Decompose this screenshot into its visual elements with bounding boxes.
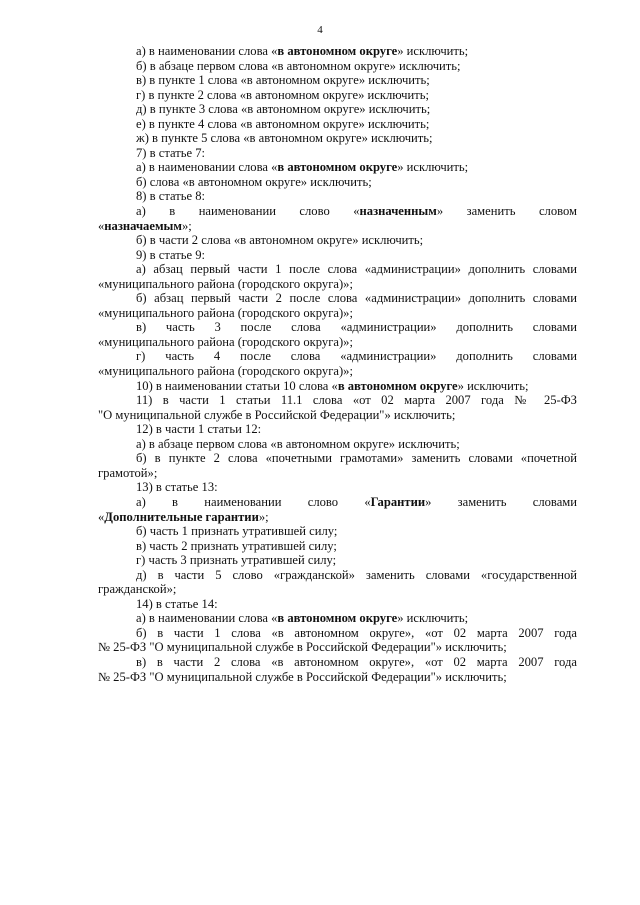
- paragraph-continuation: [98, 335, 577, 350]
- text-segment: «муниципального района (городского округа)»;: [98, 305, 353, 320]
- text-segment: а) в наименовании слово «: [136, 204, 360, 219]
- paragraph-line: [98, 189, 577, 204]
- text-segment: »;: [258, 509, 269, 524]
- text-segment: «: [98, 218, 105, 233]
- paragraph-continuation: [98, 640, 577, 655]
- text-segment: 13) в статье 13:: [136, 480, 218, 495]
- paragraph-line: [98, 175, 577, 190]
- paragraph-line: [98, 131, 577, 146]
- paragraph-line: [98, 291, 577, 306]
- paragraph-line: [98, 393, 577, 408]
- text-segment: в) в части 2 слова «в автономном округе», «от 02 марта 2007 года: [136, 654, 577, 669]
- text-segment: № 25-ФЗ "О муниципальной службе в Российской Федерации"» исключить;: [98, 640, 507, 655]
- paragraph-continuation: [98, 670, 577, 685]
- text-segment: 8) в статье 8:: [136, 189, 206, 204]
- bold-text: назначенным: [359, 204, 437, 219]
- text-segment: 12) в части 1 статьи 12:: [136, 422, 262, 437]
- text-segment: в) часть 3 после слова «администрации» дополнить словами: [136, 320, 577, 335]
- text-segment: гражданской»;: [98, 582, 177, 597]
- text-segment: № 25-ФЗ "О муниципальной службе в Российской Федерации"» исключить;: [98, 669, 507, 684]
- paragraph-line: [98, 480, 577, 495]
- text-segment: » исключить;: [397, 44, 469, 58]
- text-segment: г) часть 3 признать утратившей силу;: [136, 553, 337, 568]
- text-segment: в) в пункте 1 слова «в автономном округе» исключить;: [136, 73, 430, 88]
- bold-text: в автономном округе: [277, 611, 398, 626]
- text-segment: «муниципального района (городского округа)»;: [98, 364, 353, 379]
- document-body: [98, 44, 577, 684]
- paragraph-continuation: [98, 364, 577, 379]
- text-segment: » исключить;: [457, 378, 529, 393]
- paragraph-line: [98, 102, 577, 117]
- paragraph-line: [98, 495, 577, 510]
- bold-text: в автономном округе: [277, 44, 398, 58]
- paragraph-line: [98, 44, 577, 59]
- paragraph-continuation: [98, 466, 577, 481]
- bold-text: назначаемым: [104, 218, 182, 233]
- text-segment: »;: [181, 218, 192, 233]
- text-segment: б) в пункте 2 слова «почетными грамотами» заменить словами «почетной: [136, 451, 577, 466]
- paragraph-line: [98, 437, 577, 452]
- paragraph-line: [98, 146, 577, 161]
- paragraph-line: [98, 553, 577, 568]
- paragraph-continuation: [98, 219, 577, 234]
- paragraph-continuation: [98, 306, 577, 321]
- text-segment: а) в абзаце первом слова «в автономном округе» исключить;: [136, 436, 460, 451]
- paragraph-line: [98, 379, 577, 394]
- text-segment: б) часть 1 признать утратившей силу;: [136, 524, 338, 539]
- text-segment: » исключить;: [397, 611, 469, 626]
- text-segment: б) в абзаце первом слова «в автономном округе» исключить;: [136, 58, 461, 73]
- bold-text: в автономном округе: [277, 160, 398, 175]
- text-segment: «муниципального района (городского округа)»;: [98, 276, 353, 291]
- text-segment: в) часть 2 признать утратившей силу;: [136, 538, 337, 553]
- text-segment: а) абзац первый части 1 после слова «администрации» дополнить словами: [136, 262, 577, 277]
- paragraph-line: [98, 539, 577, 554]
- text-segment: б) слова «в автономном округе» исключить;: [136, 174, 372, 189]
- text-segment: е) в пункте 4 слова «в автономном округе» исключить;: [136, 116, 430, 131]
- paragraph-continuation: [98, 510, 577, 525]
- text-segment: » исключить;: [397, 160, 469, 175]
- text-segment: б) в части 2 слова «в автономном округе» исключить;: [136, 233, 424, 248]
- text-segment: 7) в статье 7:: [136, 145, 206, 160]
- text-segment: 11) в части 1 статьи 11.1 слова «от 02 марта 2007 года № 25-ФЗ: [136, 393, 577, 408]
- text-segment: ж) в пункте 5 слова «в автономном округе» исключить;: [136, 131, 433, 146]
- paragraph-line: [98, 248, 577, 263]
- text-segment: а) в наименовании слова «: [136, 611, 278, 626]
- paragraph-line: [98, 320, 577, 335]
- paragraph-line: [98, 349, 577, 364]
- paragraph-line: [98, 611, 577, 626]
- text-segment: а) в наименовании слово «: [136, 494, 371, 509]
- paragraph-line: [98, 451, 577, 466]
- paragraph-line: [98, 524, 577, 539]
- text-segment: 9) в статье 9:: [136, 247, 206, 262]
- page-number: 4: [317, 24, 323, 36]
- paragraph-line: [98, 262, 577, 277]
- text-segment: г) в пункте 2 слова «в автономном округе» исключить;: [136, 87, 429, 102]
- paragraph-line: [98, 233, 577, 248]
- paragraph-line: [98, 160, 577, 175]
- text-segment: а) в наименовании слова «: [136, 160, 278, 175]
- text-segment: 10) в наименовании статьи 10 слова «: [136, 378, 338, 393]
- paragraph-line: [98, 422, 577, 437]
- bold-text: Гарантии: [370, 494, 426, 509]
- text-segment: "О муниципальной службе в Российской Федерации"» исключить;: [98, 407, 456, 422]
- bold-text: в автономном округе: [337, 378, 458, 393]
- paragraph-continuation: [98, 408, 577, 423]
- paragraph-continuation: [98, 582, 577, 597]
- text-segment: «муниципального района (городского округа)»;: [98, 334, 353, 349]
- text-segment: 14) в статье 14:: [136, 596, 218, 611]
- paragraph-line: [98, 59, 577, 74]
- text-segment: » заменить словами: [425, 494, 577, 509]
- text-segment: » заменить словом: [436, 204, 577, 219]
- paragraph-continuation: [98, 277, 577, 292]
- text-segment: а) в наименовании слова «: [136, 44, 278, 58]
- text-segment: д) в части 5 слово «гражданской» заменить словами «государственной: [136, 567, 577, 582]
- text-segment: г) часть 4 после слова «администрации» дополнить словами: [136, 349, 577, 364]
- paragraph-line: [98, 568, 577, 583]
- text-segment: д) в пункте 3 слова «в автономном округе» исключить;: [136, 102, 431, 117]
- text-segment: б) в части 1 слова «в автономном округе», «от 02 марта 2007 года: [136, 625, 577, 640]
- paragraph-line: [98, 597, 577, 612]
- paragraph-line: [98, 88, 577, 103]
- paragraph-line: [98, 204, 577, 219]
- paragraph-line: [98, 117, 577, 132]
- text-segment: «: [98, 509, 105, 524]
- paragraph-line: [98, 626, 577, 641]
- bold-text: Дополнительные гарантии: [104, 509, 259, 524]
- paragraph-line: [98, 73, 577, 88]
- text-segment: грамотой»;: [98, 465, 158, 480]
- paragraph-line: [98, 655, 577, 670]
- text-segment: б) абзац первый части 2 после слова «администрации» дополнить словами: [136, 291, 577, 306]
